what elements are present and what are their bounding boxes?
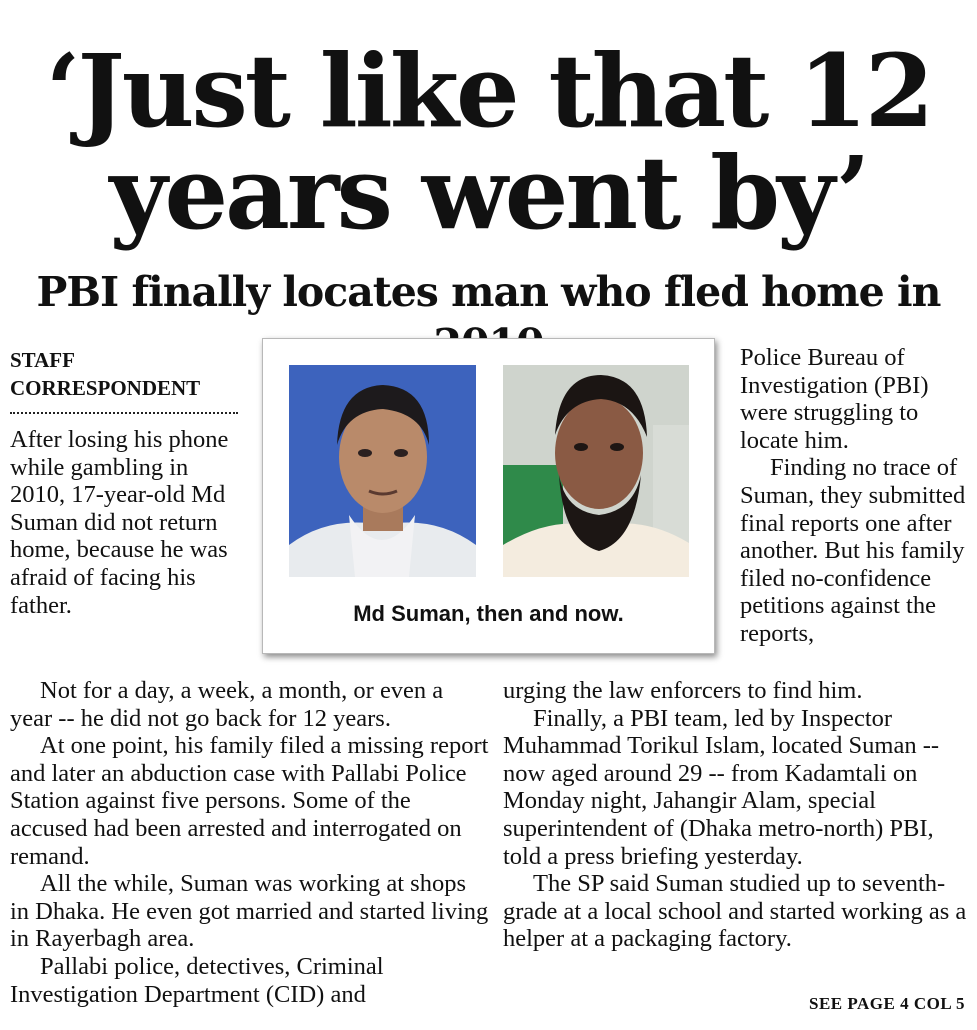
paragraph: After losing his phone while gambling in 2010, 17-year-old Md Suman did not return home, because he was afraid of facing his father. — [10, 426, 229, 619]
continued-jump-line[interactable]: SEE PAGE 4 COL 5 — [809, 994, 965, 1013]
article-column-1-lower — [10, 677, 490, 1008]
paragraph: Pallabi police, detectives, Criminal Investigation Department (CID) and — [10, 952, 384, 1008]
paragraph: Finding no trace of Suman, they submitted final reports one after another. But his family filed no-confidence petitions against the reports, — [740, 454, 966, 647]
headline-line-2: years went by’ — [109, 134, 868, 252]
photo-box — [262, 338, 715, 654]
article-column-3 — [740, 344, 972, 648]
headline — [0, 32, 977, 252]
article-column-2-lower — [503, 677, 973, 953]
paragraph: Finally, a PBI team, led by Inspector Muhammad Torikul Islam, located Suman -- now aged around 29 -- from Kadamtali on Monday night, Jahangir Alam, special superintendent of (Dhaka metro-north) PBI, told a press briefing yesterday. — [503, 704, 940, 870]
paragraph: Not for a day, a week, a month, or even a year -- he did not go back for 12 years. — [10, 677, 444, 732]
headline-line-1: ‘Just like that 12 — [45, 32, 932, 150]
paragraph: At one point, his family filed a missing report and later an abduction case with Pallabi Police Station against five persons. Some of the accused had been arrested and interrogated on remand. — [10, 732, 489, 870]
byline-line-2: CORRESPONDENT — [10, 376, 201, 400]
photo-now — [503, 365, 689, 577]
byline — [10, 346, 238, 414]
paragraph: Police Bureau of Investigation (PBI) were struggling to locate him. — [740, 344, 929, 454]
paragraph: urging the law enforcers to find him. — [503, 677, 863, 704]
paragraph: All the while, Suman was working at shops in Dhaka. He even got married and started living in Rayerbagh area. — [10, 870, 489, 953]
article-column-1 — [10, 426, 230, 619]
photo-then — [289, 365, 476, 577]
paragraph: The SP said Suman studied up to seventh-grade at a local school and started working as a helper at a packaging factory. — [503, 870, 967, 953]
subheadline: PBI finally locates man who fled home in — [36, 268, 941, 316]
photo-caption: Md Suman, then and now. — [353, 601, 624, 626]
byline-line-1: STAFF — [10, 348, 75, 372]
portrait-young-image — [289, 365, 476, 577]
portrait-adult-image — [503, 365, 689, 577]
